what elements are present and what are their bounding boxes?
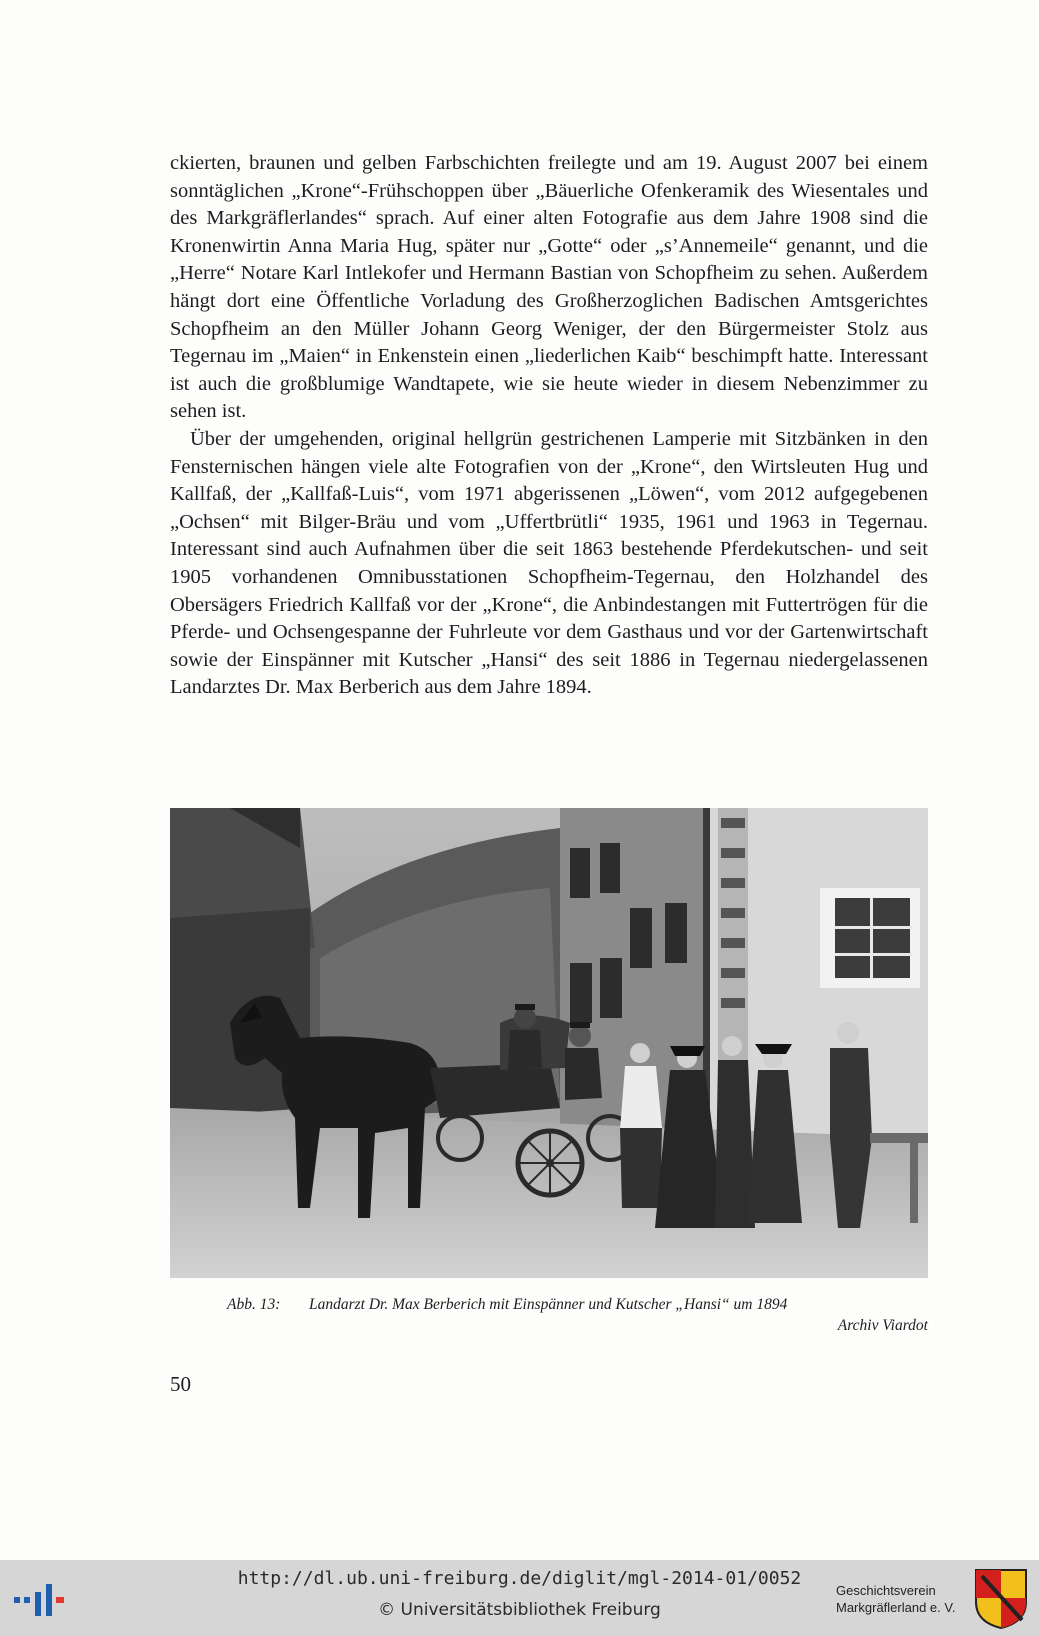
paragraph-1: ckierten, braunen und gelben Farbschichten freilegte und am 19. August 2007 bei einem sonntäglichen „Krone“-Frühschoppen über „Bäuerliche Ofenkeramik des Wiesentales und des Markgräflerlandes“ sprach. Auf einer alten Fotografie aus dem Jahre 1908 sind die Kronenwirtin Anna Maria Hug, später nur „Gotte“ oder „s’Annemeile“ genannt, und die „Herre“ Notare Karl Intlekofer und Hermann Bastian von Schopfheim zu sehen. Außerdem hängt dort eine Öffentliche Vorladung des Großherzoglichen Badischen Amtsgerichtes Schopfheim an den Müller Johann Georg Weniger, der den Bürgermeister Stolz aus Tegernau im „Maien“ in Enkenstein einen „liederlichen Kaib“ beschimpft hatte. Interessant ist auch die großblumige Wandtapete, wie sie heute wieder in diesem Nebenzimmer zu sehen ist. (170, 152, 928, 423)
coat-of-arms-icon (974, 1568, 1028, 1630)
historical-photograph (170, 808, 928, 1278)
caption-text: Landarzt Dr. Max Berberich mit Einspänner und Kutscher „Hansi“ um 1894 (309, 1296, 788, 1313)
viewer-footer (0, 1560, 1039, 1636)
society-line-1: Geschichtsverein (836, 1583, 936, 1598)
copyright-text: © Universitätsbibliothek Freiburg (378, 1600, 661, 1620)
figure-caption (170, 1294, 928, 1336)
document-url-link[interactable]: http://dl.ub.uni-freiburg.de/diglit/mgl-2014-01/0052 (237, 1568, 802, 1589)
photo-illustration (170, 808, 928, 1278)
caption-line (170, 1294, 928, 1315)
photo-credit: Archiv Viardot (837, 1317, 928, 1334)
society-line-2: Markgräflerland e. V. (836, 1600, 956, 1615)
society-name (836, 1582, 966, 1616)
figure-label: Abb. 13: (227, 1296, 281, 1313)
paragraph-2: Über der umgehenden, original hellgrün gestrichenen Lamperie mit Sitzbänken in den Fensternischen hängen viele alte Fotografien von der „Krone“, den Wirtsleuten Hug und Kallfaß, der „Kallfaß-Luis“, vom 1971 abgerissenen „Löwen“, vom 2012 aufgegebenen „Ochsen“ mit Bilger-Bräu und vom „Uffertbrütli“ 1935, 1961 und 1963 in Tegernau. Interessant sind auch Aufnahmen über die seit 1863 bestehende Pferdekutschen- und seit 1905 vorhandenen Omnibusstationen Schopfheim-Tegernau, den Holzhandel des Obersägers Friedrich Kallfaß vor der „Krone“, die Anbindestangen mit Futtertrögen für die Pferde- und Ochsengespanne der Fuhrleute vor dem Gasthaus und vor der Gartenwirtschaft sowie der Einspänner mit Kutscher „Hansi“ des seit 1886 in Tegernau niedergelassenen Landarztes Dr. Max Berberich aus dem Jahre 1894. (170, 427, 928, 699)
page-number: 50 (170, 1372, 191, 1396)
body-text (170, 150, 928, 702)
